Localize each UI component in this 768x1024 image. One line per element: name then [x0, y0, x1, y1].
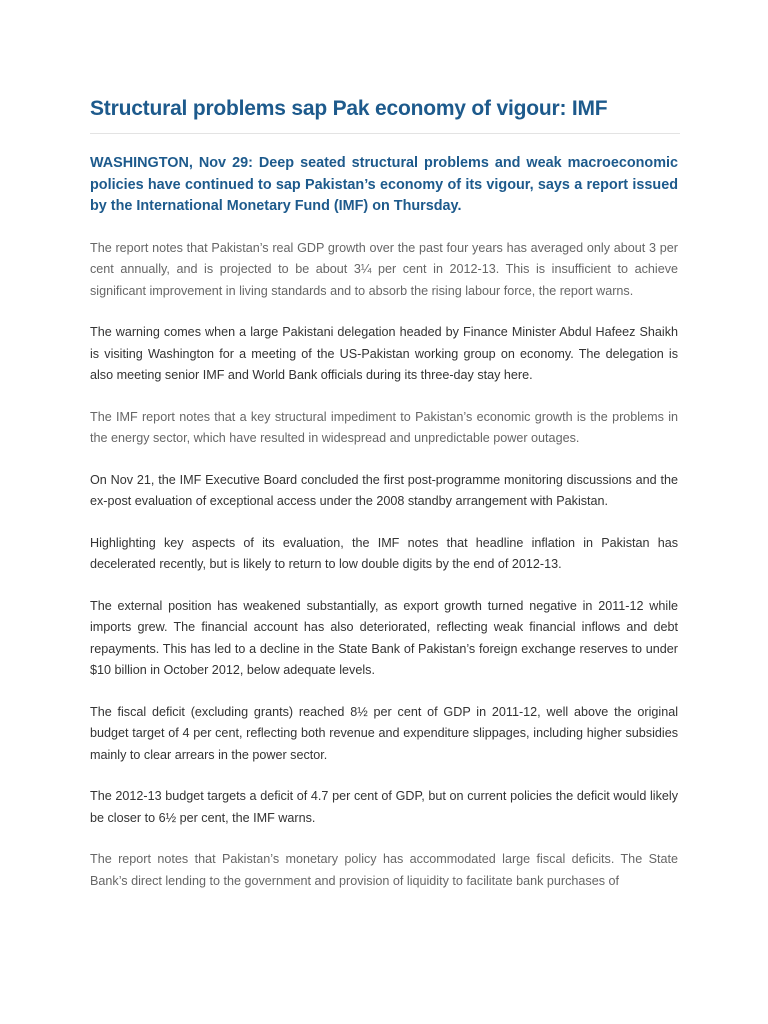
article-paragraph: The external position has weakened substantially, as export growth turned negative in 2011-12 while imports grew. The financial account has also deteriorated, reflecting weak financial inflows and debt repayments. This has led to a decline in the State Bank of Pakistan’s foreign exchange reserves to under $10 billion in October 2012, below adequate levels. — [90, 598, 678, 677]
article-paragraph: Highlighting key aspects of its evaluation, the IMF notes that headline inflation in Pakistan has decelerated recently, but is likely to return to low double digits by the end of 2012-13. — [90, 535, 678, 571]
article-paragraph: The report notes that Pakistan’s real GDP growth over the past four years has averaged only about 3 per cent annually, and is projected to be about 3¼ per cent in 2012-13. This is insufficient to achieve significant improvement in living standards and to absorb the rising labour force, the report warns. — [90, 240, 678, 298]
headline-divider — [90, 133, 680, 134]
article-paragraph: On Nov 21, the IMF Executive Board concluded the first post-programme monitoring discussions and the ex-post evaluation of exceptional access under the 2008 standby arrangement with Pakistan. — [90, 472, 678, 508]
article-headline: Structural problems sap Pak economy of vigour: IMF — [90, 97, 608, 120]
article-paragraph: The 2012-13 budget targets a deficit of 4.7 per cent of GDP, but on current policies the deficit would likely be closer to 6½ per cent, the IMF warns. — [90, 789, 678, 825]
article-paragraph: The IMF report notes that a key structural impediment to Pakistan’s economic growth is the problems in the energy sector, which have resulted in widespread and unpredictable power outages. — [90, 409, 678, 445]
article-paragraph: The warning comes when a large Pakistani delegation headed by Finance Minister Abdul Hafeez Shaikh is visiting Washington for a meeting of the US-Pakistan working group on economy. The delegation is also meeting senior IMF and World Bank officials during its three-day stay here. — [90, 325, 678, 382]
article — [90, 94, 678, 892]
article-lead: WASHINGTON, Nov 29: Deep seated structural problems and weak macroeconomic policies have continued to sap Pakistan’s economy of its vigour, says a report issued by the International Monetary Fund (IMF) on Thursday. — [90, 155, 678, 214]
article-paragraph: The fiscal deficit (excluding grants) reached 8½ per cent of GDP in 2011-12, well above the original budget target of 4 per cent, reflecting both revenue and expenditure slippages, including higher subsidies mainly to clear arrears in the power sector. — [90, 704, 678, 762]
article-paragraph: The report notes that Pakistan’s monetary policy has accommodated large fiscal deficits. The State Bank’s direct lending to the government and provision of liquidity to facilitate bank purchases of — [90, 852, 678, 888]
